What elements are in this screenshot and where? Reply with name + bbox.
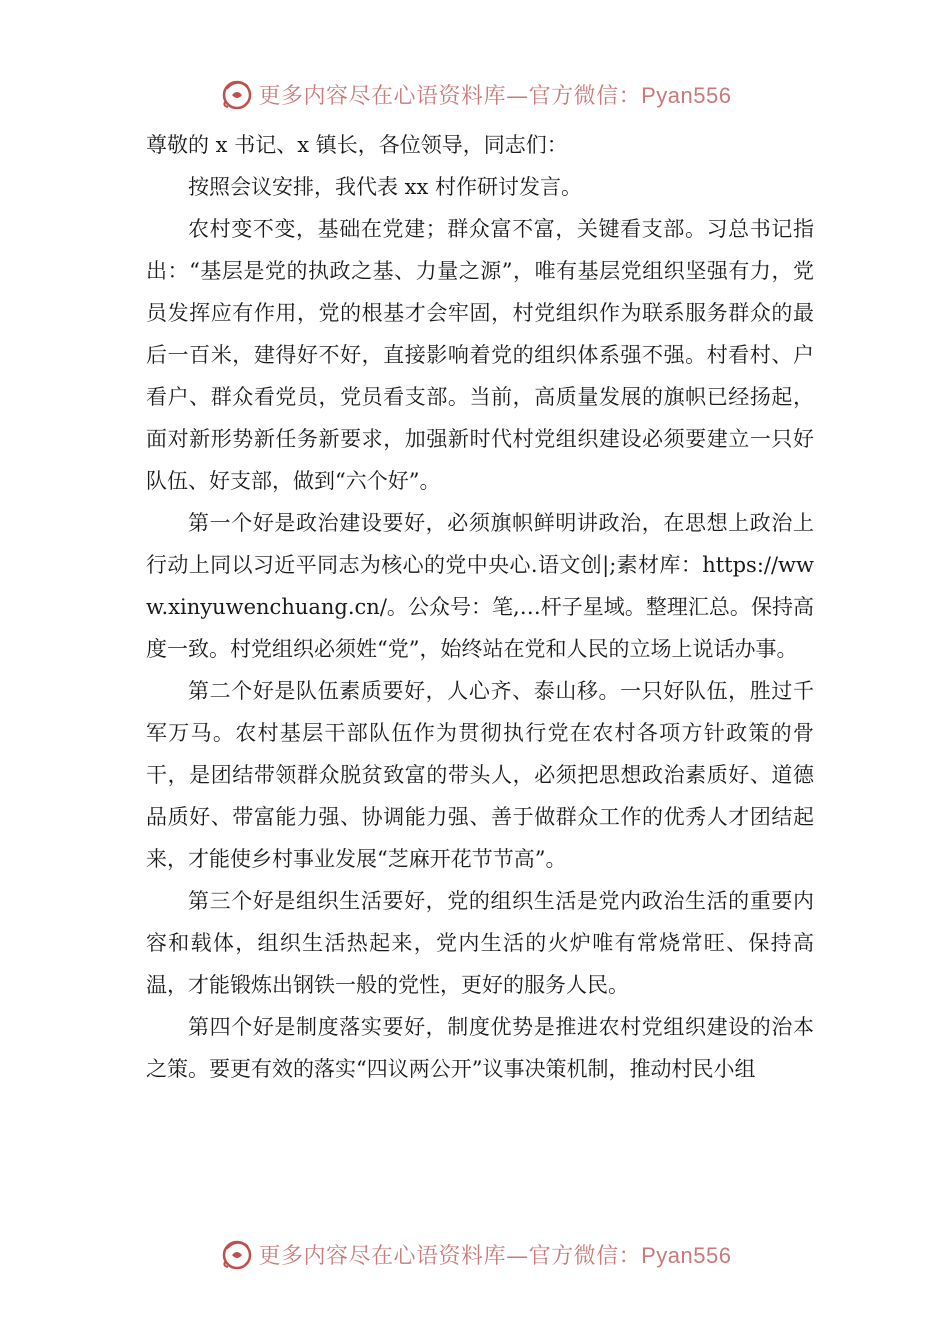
banner-official: 官方微信：	[528, 1243, 642, 1269]
footer-banner	[0, 1232, 950, 1276]
red-swirl-logo-icon	[219, 76, 255, 112]
paragraph: 第一个好是政治建设要好，必须旗帜鲜明讲政治，在思想上政治上行动上同以习近平同志为核心的党中央心.语文创|;素材库：https://www.xinyuwenchuang.cn/。公众号：笔,…杆子星域。整理汇总。保持高度一致。村党组织必须姓“党”，始终站在党和人民的立场上说话办事。	[146, 511, 814, 661]
document-body	[146, 124, 814, 1090]
paragraph: 第三个好是组织生活要好，党的组织生活是党内政治生活的重要内容和载体，组织生活热起来，党内生活的火炉唯有常烧常旺、保持高温，才能锻炼出钢铁一般的党性，更好的服务人民。	[146, 889, 814, 997]
greeting: 尊敬的 x 书记、x 镇长，各位领导，同志们：	[146, 133, 568, 157]
banner-title: 更多内容尽在心语资料库	[258, 1243, 507, 1269]
red-swirl-logo-icon	[219, 1236, 255, 1272]
paragraph: 第二个好是队伍素质要好，人心齐、泰山移。一只好队伍，胜过千军万马。农村基层干部队伍作为贯彻执行党在农村各项方针政策的骨干，是团结带领群众脱贫致富的带头人，必须把思想政治素质好、道德品质好、带富能力强、协调能力强、善于做群众工作的优秀人才团结起来，才能使乡村事业发展“芝麻开花节节高”。	[146, 679, 814, 871]
banner-text	[259, 1239, 732, 1270]
paragraph: 第四个好是制度落实要好，制度优势是推进农村党组织建设的治本之策。要更有效的落实“四议两公开”议事决策机制，推动村民小组	[146, 1015, 814, 1081]
paragraph: 按照会议安排，我代表 xx 村作研讨发言。	[188, 175, 583, 199]
banner-separator: —	[506, 83, 529, 109]
paragraph: 农村变不变，基础在党建；群众富不富，关键看支部。习总书记指出：“基层是党的执政之基、力量之源”，唯有基层党组织坚强有力，党员发挥应有作用，党的根基才会牢固，村党组织作为联系服务群众的最后一百米，建得好不好，直接影响着党的组织体系强不强。村看村、户看户、群众看党员，党员看支部。当前，高质量发展的旗帜已经扬起，面对新形势新任务新要求，加强新时代村党组织建设必须要建立一只好队伍、好支部，做到“六个好”。	[146, 217, 814, 493]
banner-wechat-id: Pyan556	[641, 82, 732, 108]
banner-title: 更多内容尽在心语资料库	[258, 83, 507, 109]
banner-official: 官方微信：	[528, 83, 642, 109]
banner-wechat-id: Pyan556	[641, 1242, 732, 1268]
banner-text	[259, 79, 732, 110]
header-banner	[0, 72, 950, 116]
banner-separator: —	[506, 1243, 529, 1269]
